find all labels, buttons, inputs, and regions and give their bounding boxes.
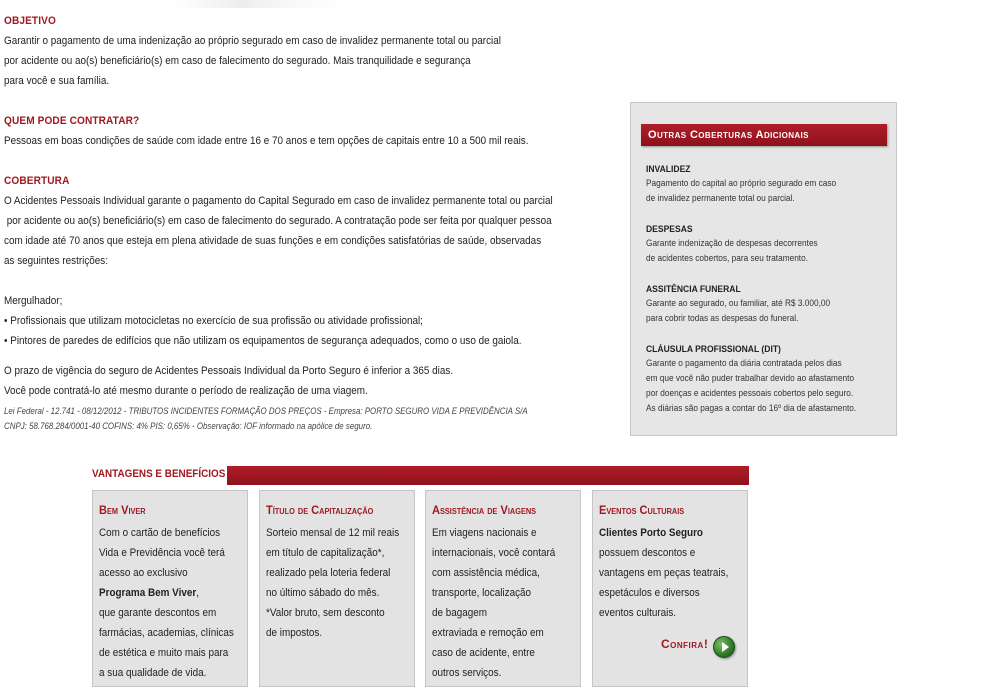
- sidebar-item-title: DESPESAS: [646, 224, 693, 234]
- card-title: Bem Viver: [99, 503, 146, 517]
- cobertura-line: por acidente ou ao(s) beneficiário(s) em caso de falecimento do segurado. A contratação pode ser feita por qualquer pessoa: [4, 215, 552, 227]
- prazo-line: O prazo de vigência do seguro de Acidentes Pessoais Individual da Porto Seguro é inferior a 365 dias.: [4, 365, 454, 377]
- mergulhador-text: Mergulhador;: [4, 295, 63, 307]
- card-assistencia-viagens: [425, 490, 581, 687]
- card-body: [432, 523, 555, 683]
- card-line: espetáculos e diversos: [599, 587, 700, 599]
- vantagens-title: VANTAGENS E BENEFÍCIOS: [92, 468, 226, 480]
- sidebar-item-text: As diárias são pagas a contar do 16º dia de afastamento.: [646, 403, 857, 413]
- card-line: Sorteio mensal de 12 mil reais: [266, 527, 400, 539]
- card-line: realizado pela loteria federal: [266, 567, 391, 579]
- cobertura-title: COBERTURA: [4, 175, 70, 187]
- legal-note: CNPJ: 58.768.284/0001-40 COFINS: 4% PIS: 0,65% - Observação: IOF informado na apólice de seguro.: [4, 421, 373, 431]
- sidebar-item-text: em que você não puder trabalhar devido ao afastamento: [646, 373, 855, 383]
- sidebar-item-text: por doenças e acidentes pessoais cobertos pelo seguro.: [646, 388, 854, 398]
- sidebar-item-text: Garante indenização de despesas decorrentes: [646, 238, 818, 248]
- sidebar-item-text: Pagamento do capital ao próprio segurado em caso: [646, 178, 837, 188]
- sidebar-item-text: para cobrir todas as despesas do funeral.: [646, 313, 799, 323]
- sidebar-item-funeral: [646, 284, 896, 326]
- card-line: Clientes Porto Seguro: [599, 527, 703, 539]
- cobertura-line: O Acidentes Pessoais Individual garante o pagamento do Capital Segurado em caso de invalidez permanente total ou parcial: [4, 195, 553, 207]
- restriction-bullet: • Profissionais que utilizam motocicletas no exercício de sua profissão ou atividade profissional;: [4, 315, 423, 327]
- card-body: [266, 523, 399, 643]
- card-titulo-capitalizacao: [259, 490, 415, 687]
- prazo-line: Você pode contratá-lo até mesmo durante o período de realização de uma viagem.: [4, 385, 368, 397]
- card-line: em título de capitalização*,: [266, 547, 385, 559]
- confira-link[interactable]: Confira!: [661, 637, 709, 651]
- card-line: a sua qualidade de vida.: [99, 667, 207, 679]
- card-line: Vida e Previdência você terá: [99, 547, 225, 559]
- card-line: de estética e muito mais para: [99, 647, 229, 659]
- program-name: Programa Bem Viver: [99, 587, 197, 599]
- card-line: extraviada e remoção em: [432, 627, 544, 639]
- card-bem-viver: [92, 490, 248, 687]
- quem-title: QUEM PODE CONTRATAR?: [4, 115, 140, 127]
- card-title: Título de Capitalização: [266, 503, 374, 517]
- coberturas-adicionais-panel: [630, 102, 897, 436]
- card-title: Eventos Culturais: [599, 503, 685, 517]
- card-line: de bagagem: [432, 607, 488, 619]
- legal-note: Lei Federal - 12.741 - 08/12/2012 - TRIBUTOS INCIDENTES FORMAÇÃO DOS PREÇOS - Empresa: PORTO SEGURO VIDA E PREVIDÊNCIA S/A: [4, 406, 528, 416]
- card-line: eventos culturais.: [599, 607, 677, 619]
- card-line: de impostos.: [266, 627, 323, 639]
- card-eventos-culturais: [592, 490, 748, 687]
- quem-line: Pessoas em boas condições de saúde com idade entre 16 e 70 anos e tem opções de capitais entre 10 a 500 mil reais.: [4, 135, 529, 147]
- card-body: [99, 523, 234, 683]
- card-line: acesso ao exclusivo: [99, 567, 188, 579]
- sidebar-item-text: Garante o pagamento da diária contratada pelos dias: [646, 358, 842, 368]
- card-line: outros serviços.: [432, 667, 502, 679]
- card-body: [599, 523, 728, 623]
- card-line: que garante descontos em: [99, 607, 217, 619]
- restriction-bullet: • Pintores de paredes de edifícios que não utilizam os equipamentos de segurança adequados, como o uso de gaiola.: [4, 335, 522, 347]
- objetivo-line: por acidente ou ao(s) beneficiário(s) em caso de falecimento do segurado. Mais tranquilidade e segurança: [4, 55, 471, 67]
- vantagens-bar: [227, 466, 749, 485]
- card-line: [99, 583, 234, 603]
- cobertura-line: com idade até 70 anos que esteja em plena atividade de suas funções e em condições satisfatórias de saúde, observadas: [4, 235, 542, 247]
- sidebar-item-text: de invalidez permanente total ou parcial.: [646, 193, 795, 203]
- card-line: possuem descontos e: [599, 547, 696, 559]
- sidebar-item-despesas: [646, 224, 896, 266]
- program-suffix: ,: [196, 587, 199, 599]
- cobertura-line: as seguintes restrições:: [4, 255, 109, 267]
- sidebar-item-title: INVALIDEZ: [646, 164, 691, 174]
- card-line: vantagens em peças teatrais,: [599, 567, 729, 579]
- objetivo-line: Garantir o pagamento de uma indenização ao próprio segurado em caso de invalidez permanente total ou parcial: [4, 35, 501, 47]
- card-line: caso de acidente, entre: [432, 647, 535, 659]
- sidebar-item-clausula: [646, 344, 896, 416]
- sidebar-item-title: ASSITÊNCIA FUNERAL: [646, 284, 741, 294]
- card-line: Com o cartão de benefícios: [99, 527, 221, 539]
- sidebar-item-invalidez: [646, 164, 896, 206]
- card-line: com assistência médica,: [432, 567, 540, 579]
- card-line: Em viagens nacionais e: [432, 527, 537, 539]
- card-line: no último sábado do mês.: [266, 587, 380, 599]
- sidebar-item-text: Garante ao segurado, ou familiar, até R$ 3.000,00: [646, 298, 831, 308]
- card-line: farmácias, academias, clínicas: [99, 627, 234, 639]
- sidebar-header: Outras Coberturas Adicionais: [641, 124, 887, 146]
- sidebar-item-title: CLÁUSULA PROFISSIONAL (DIT): [646, 344, 781, 354]
- card-title: Assistência de Viagens: [432, 503, 537, 517]
- top-decoration: [175, 0, 345, 8]
- card-line: *Valor bruto, sem desconto: [266, 607, 385, 619]
- objetivo-title: OBJETIVO: [4, 15, 56, 27]
- objetivo-line: para você e sua família.: [4, 75, 110, 87]
- card-line: transporte, localização: [432, 587, 532, 599]
- arrow-right-icon[interactable]: [713, 636, 735, 658]
- card-line: internacionais, você contará: [432, 547, 556, 559]
- sidebar-item-text: de acidentes cobertos, para seu tratamento.: [646, 253, 809, 263]
